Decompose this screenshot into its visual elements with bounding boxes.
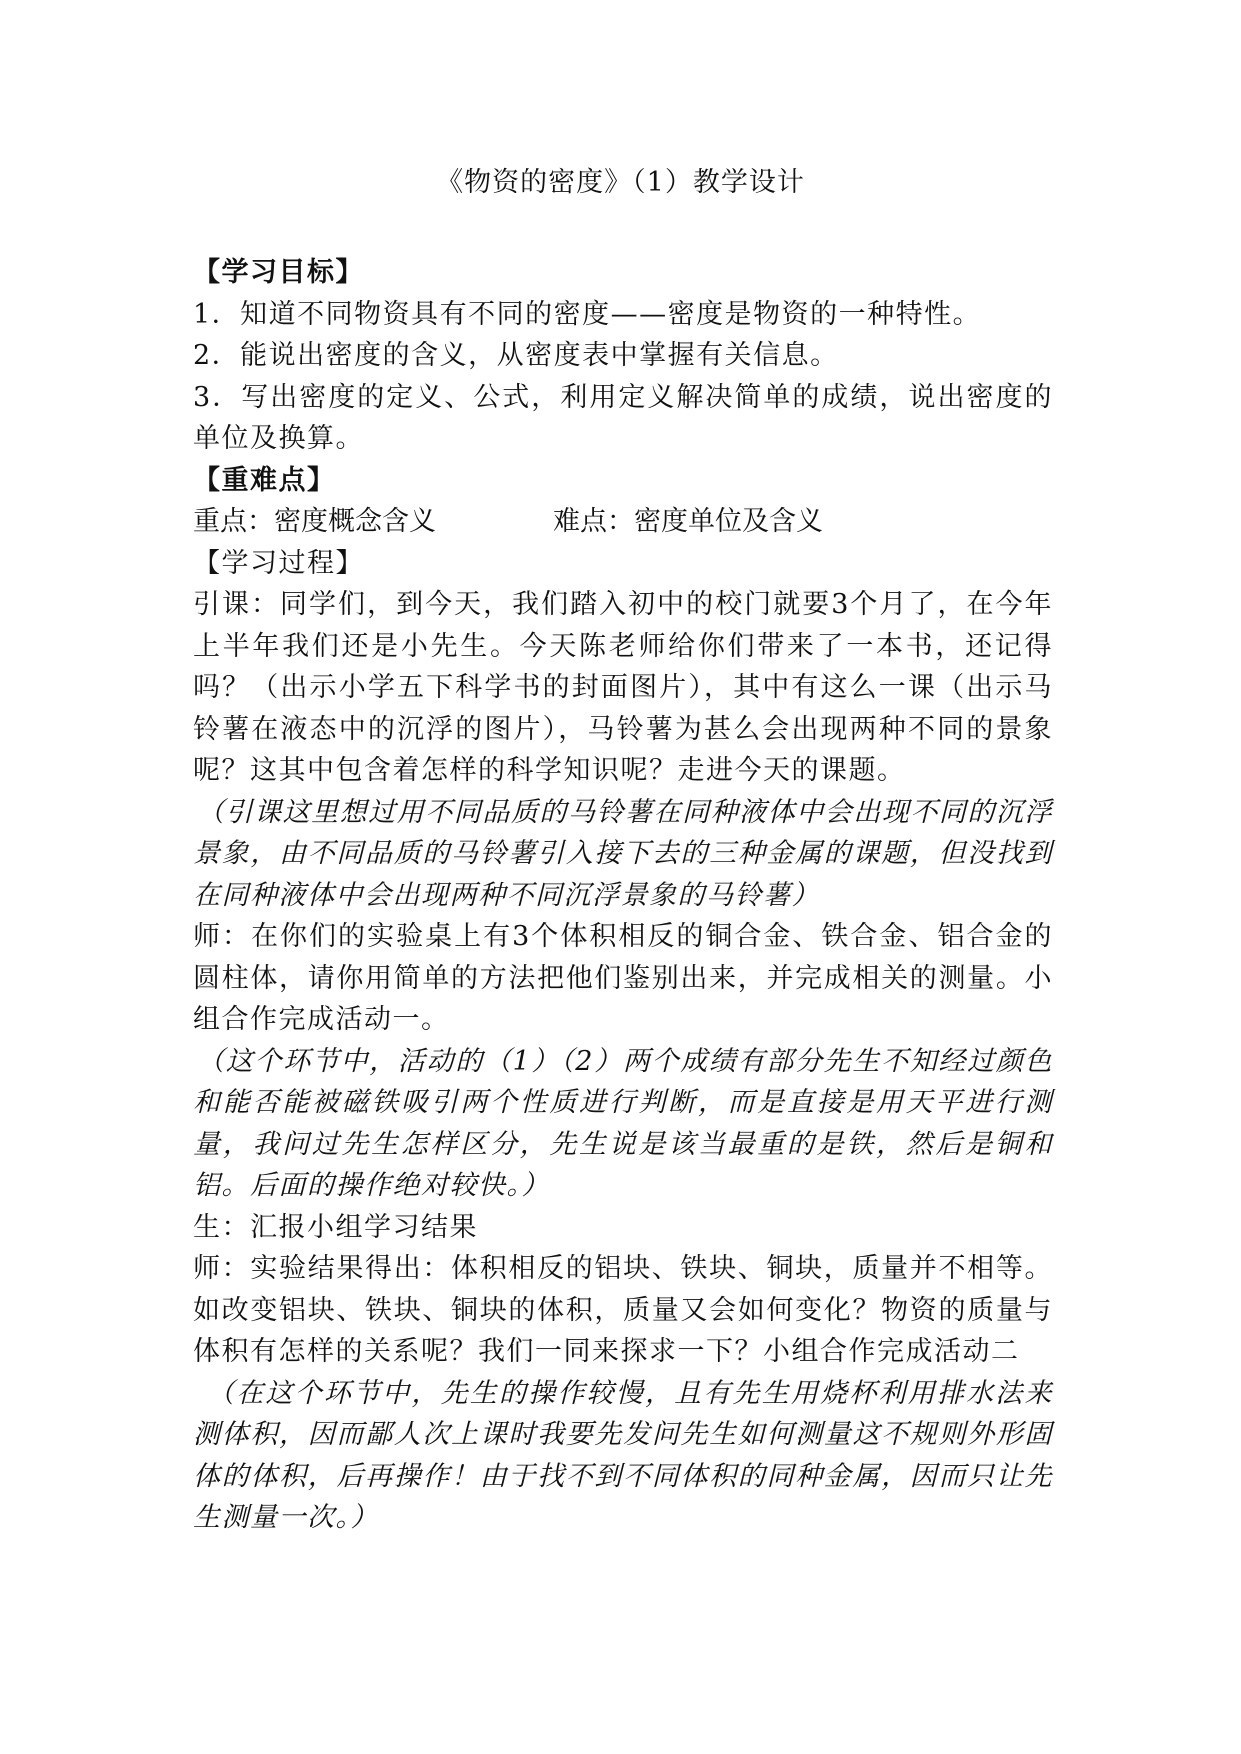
- keypoints-row: [193, 501, 1053, 543]
- difficult-point: 难点：密度单位及含义: [553, 506, 823, 537]
- reflection-note: （在这个环节中，先生的操作较慢，且有先生用烧杯利用排水法来测体积，因而鄙人次上课时我要先发问先生如何测量这不规则外形固体的体积，后再操作！由于找不到不同体积的同种金属，因而只让先生测量一次。）: [193, 1377, 1053, 1533]
- student-paragraph: 生：汇报小组学习结果: [193, 1211, 478, 1243]
- keypoints-heading: 【重难点】: [193, 464, 336, 496]
- process-heading: 【学习过程】: [193, 547, 364, 579]
- objective-item: 2．能说出密度的含义，从密度表中掌握有关信息。: [193, 340, 839, 371]
- key-point: 重点：密度概念含义: [193, 506, 436, 537]
- document-body: [193, 252, 1053, 1539]
- teacher-paragraph: 师：在你们的实验桌上有3个体积相反的铜合金、铁合金、铝合金的圆柱体，请你用简单的方法把他们鉴别出来，并完成相关的测量。小组合作完成活动一。: [193, 921, 1053, 1035]
- intro-paragraph: 引课：同学们，到今天，我们踏入初中的校门就要3个月了，在今年上半年我们还是小先生。今天陈老师给你们带来了一本书，还记得吗？（出示小学五下科学书的封面图片），其中有这么一课（出示马铃薯在液态中的沉浮的图片），马铃薯为甚么会出现两种不同的景象呢？这其中包含着怎样的科学知识呢？走进今天的课题。: [193, 589, 1053, 786]
- objective-item: 1．知道不同物资具有不同的密度——密度是物资的一种特性。: [193, 298, 982, 330]
- objectives-heading: 【学习目标】: [193, 257, 364, 288]
- teacher-paragraph: 师：实验结果得出：体积相反的铝块、铁块、铜块，质量并不相等。如改变铝块、铁块、铜块的体积，质量又会如何变化？物资的质量与体积有怎样的关系呢？我们一同来探求一下？小组合作完成活动二: [193, 1253, 1053, 1367]
- document-title: 《物资的密度》（1）教学设计: [436, 167, 805, 198]
- reflection-note: （引课这里想过用不同品质的马铃薯在同种液体中会出现不同的沉浮景象，由不同品质的马铃薯引入接下去的三种金属的课题，但没找到在同种液体中会出现两种不同沉浮景象的马铃薯）: [193, 796, 1053, 911]
- reflection-note: （这个环节中，活动的（1）（2）两个成绩有部分先生不知经过颜色和能否能被磁铁吸引两个性质进行判断，而是直接是用天平进行测量，我问过先生怎样区分，先生说是该当最重的是铁，然后是铜和铝。后面的操作绝对较快。）: [193, 1045, 1053, 1201]
- objective-item: 3．写出密度的定义、公式，利用定义解决简单的成绩，说出密度的单位及换算。: [193, 381, 1053, 454]
